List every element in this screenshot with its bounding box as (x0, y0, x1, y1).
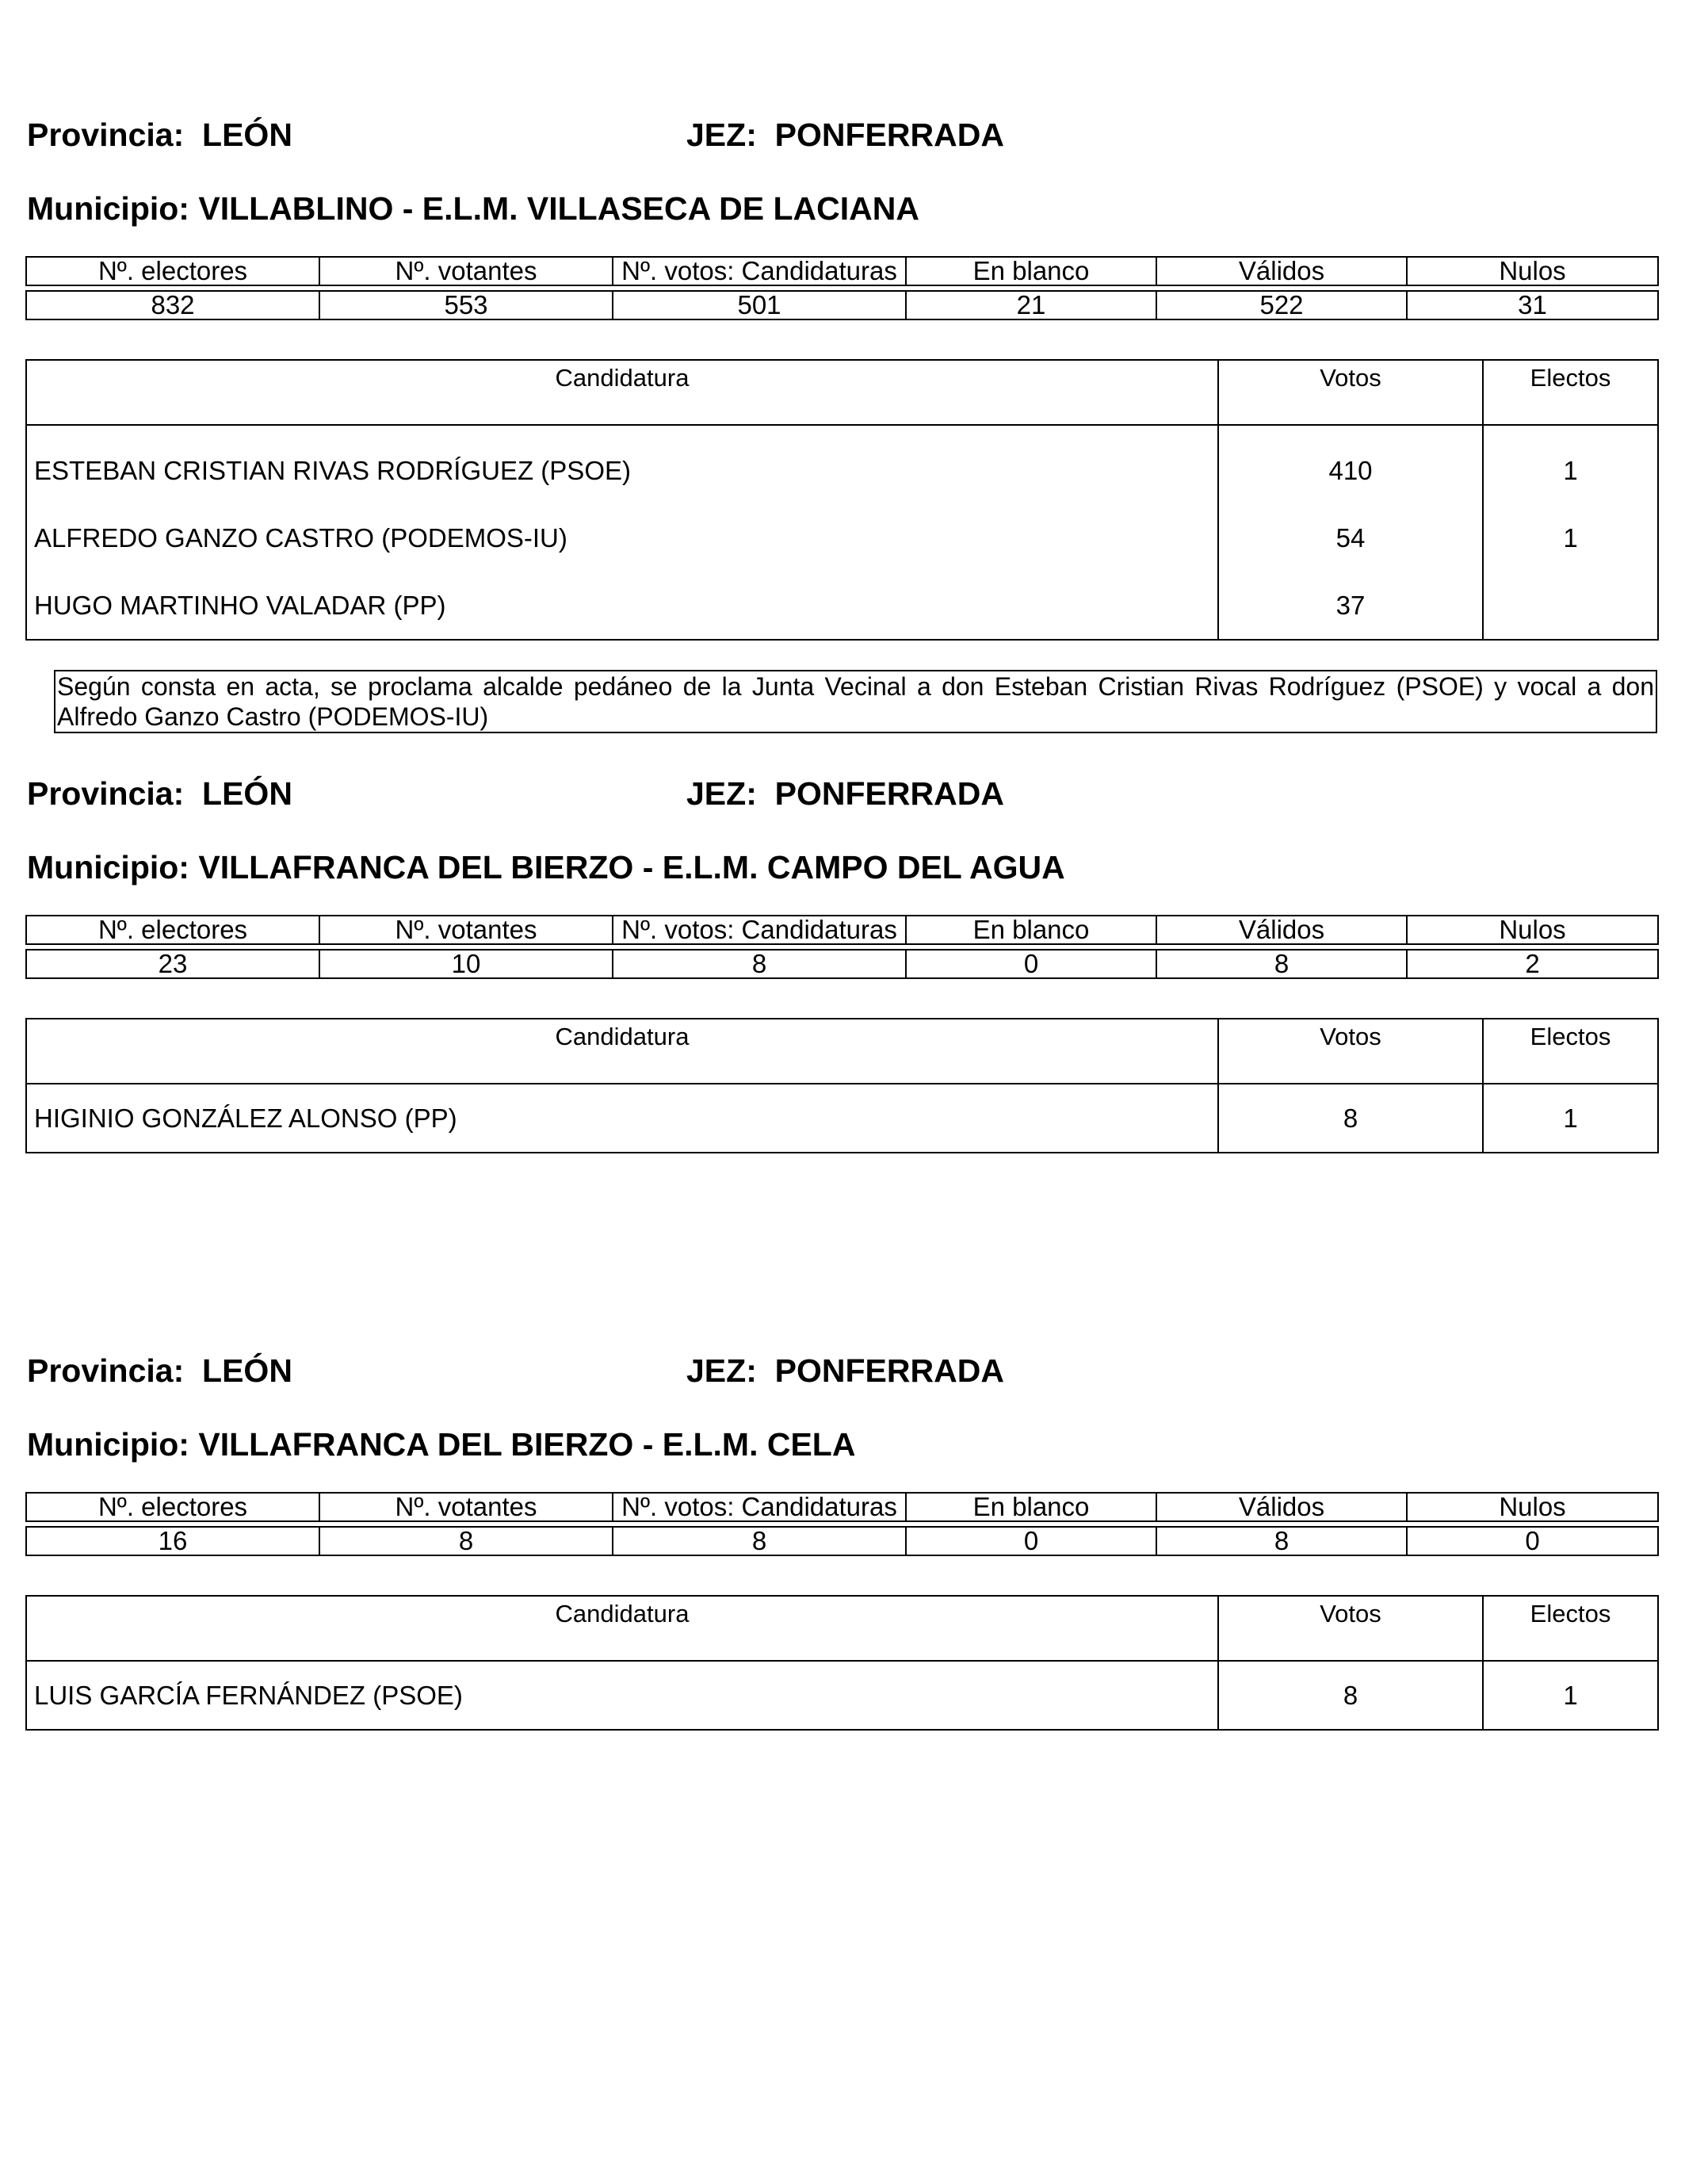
candidate-electos: 1 (1563, 455, 1578, 485)
stats-value-row (25, 1526, 1659, 1556)
candidate-name: LUIS GARCÍA FERNÁNDEZ (PSOE) (34, 1680, 463, 1710)
votos-header: Votos (1217, 361, 1482, 424)
val-nulos: 31 (1408, 290, 1659, 320)
candidate-electos: 1 (1563, 1680, 1578, 1710)
col-validos: Válidos (1157, 1492, 1408, 1522)
jez-value: PONFERRADA (774, 117, 1004, 153)
col-electores: Nº. electores (27, 256, 320, 286)
candidatura-header: Candidatura (555, 364, 690, 392)
proclamation-note: Según consta en acta, se proclama alcalde pedáneo de la Junta Vecinal a don Esteban Cristian Rivas Rodríguez (PSOE) y vocal a don Alfredo Ganzo Castro (PODEMOS-IU) (54, 670, 1657, 733)
val-votantes: 10 (320, 949, 613, 979)
stats-header-row (25, 915, 1659, 945)
val-votantes: 553 (320, 290, 613, 320)
candidatura-header: Candidatura (555, 1600, 690, 1627)
col-en-blanco: En blanco (907, 915, 1157, 945)
col-nulos: Nulos (1408, 1492, 1659, 1522)
candidate-votos: 8 (1343, 1680, 1358, 1710)
electos-header: Electos (1482, 361, 1657, 424)
val-electores: 23 (27, 949, 320, 979)
stats-header-row (25, 256, 1659, 286)
provincia-value: LEÓN (202, 117, 292, 153)
municipio-value: VILLAFRANCA DEL BIERZO - E.L.M. CAMPO DEL AGUA (198, 849, 1065, 885)
val-en-blanco: 21 (907, 290, 1157, 320)
provincia-value: LEÓN (202, 775, 292, 812)
candidate-votos: 54 (1335, 522, 1366, 553)
col-electores: Nº. electores (27, 1492, 320, 1522)
val-votantes: 8 (320, 1526, 613, 1556)
col-electores: Nº. electores (27, 915, 320, 945)
stats-value-row (25, 290, 1659, 320)
municipio-heading: Municipio: VILLABLINO - E.L.M. VILLASECA DE LACIANA (27, 190, 919, 227)
candidate-votos: 410 (1328, 455, 1373, 485)
candidate-name: ESTEBAN CRISTIAN RIVAS RODRÍGUEZ (PSOE) (34, 455, 631, 485)
provincia-value: LEÓN (202, 1352, 292, 1389)
val-electores: 16 (27, 1526, 320, 1556)
col-en-blanco: En blanco (907, 1492, 1157, 1522)
val-validos: 8 (1157, 1526, 1408, 1556)
municipio-heading: Municipio: VILLAFRANCA DEL BIERZO - E.L.M. CAMPO DEL AGUA (27, 849, 1065, 885)
jez-value: PONFERRADA (774, 775, 1004, 812)
val-nulos: 2 (1408, 949, 1659, 979)
candidatura-header: Candidatura (555, 1023, 690, 1050)
candidate-votos: 8 (1343, 1103, 1358, 1133)
col-nulos: Nulos (1408, 256, 1659, 286)
municipio-value: VILLAFRANCA DEL BIERZO - E.L.M. CELA (198, 1426, 856, 1463)
val-votos-candidaturas: 8 (613, 949, 907, 979)
provincia-label: Provincia: LEÓN (27, 117, 292, 153)
col-votos-candidaturas: Nº. votos: Candidaturas (613, 1492, 907, 1522)
col-validos: Válidos (1157, 256, 1408, 286)
val-votos-candidaturas: 501 (613, 290, 907, 320)
electos-header: Electos (1482, 1597, 1657, 1660)
val-en-blanco: 0 (907, 1526, 1157, 1556)
provincia-label: Provincia: LEÓN (27, 1352, 292, 1389)
stats-header-row (25, 1492, 1659, 1522)
jez-label: JEZ: PONFERRADA (686, 1352, 1004, 1389)
val-electores: 832 (27, 290, 320, 320)
col-votos-candidaturas: Nº. votos: Candidaturas (613, 915, 907, 945)
municipio-heading: Municipio: VILLAFRANCA DEL BIERZO - E.L.M. CELA (27, 1426, 856, 1463)
val-validos: 522 (1157, 290, 1408, 320)
votos-header: Votos (1217, 1597, 1482, 1660)
candidates-table (25, 1595, 1659, 1731)
candidates-table (25, 359, 1659, 641)
provincia-label: Provincia: LEÓN (27, 775, 292, 812)
col-en-blanco: En blanco (907, 256, 1157, 286)
candidate-electos (1484, 572, 1657, 639)
electos-header: Electos (1482, 1019, 1657, 1083)
col-validos: Válidos (1157, 915, 1408, 945)
jez-value: PONFERRADA (774, 1352, 1004, 1389)
candidate-electos: 1 (1563, 1103, 1578, 1133)
candidate-votos: 37 (1335, 590, 1366, 620)
candidate-electos: 1 (1563, 522, 1578, 553)
col-nulos: Nulos (1408, 915, 1659, 945)
votos-header: Votos (1217, 1019, 1482, 1083)
col-votantes: Nº. votantes (320, 1492, 613, 1522)
municipio-value: VILLABLINO - E.L.M. VILLASECA DE LACIANA (198, 190, 919, 227)
stats-value-row (25, 949, 1659, 979)
col-votantes: Nº. votantes (320, 256, 613, 286)
candidate-name: HIGINIO GONZÁLEZ ALONSO (PP) (34, 1103, 457, 1133)
val-en-blanco: 0 (907, 949, 1157, 979)
jez-label: JEZ: PONFERRADA (686, 117, 1004, 153)
val-nulos: 0 (1408, 1526, 1659, 1556)
candidate-name: HUGO MARTINHO VALADAR (PP) (34, 590, 446, 620)
val-votos-candidaturas: 8 (613, 1526, 907, 1556)
col-votos-candidaturas: Nº. votos: Candidaturas (613, 256, 907, 286)
jez-label: JEZ: PONFERRADA (686, 775, 1004, 812)
col-votantes: Nº. votantes (320, 915, 613, 945)
candidates-table (25, 1018, 1659, 1153)
candidate-name: ALFREDO GANZO CASTRO (PODEMOS-IU) (34, 522, 567, 553)
val-validos: 8 (1157, 949, 1408, 979)
